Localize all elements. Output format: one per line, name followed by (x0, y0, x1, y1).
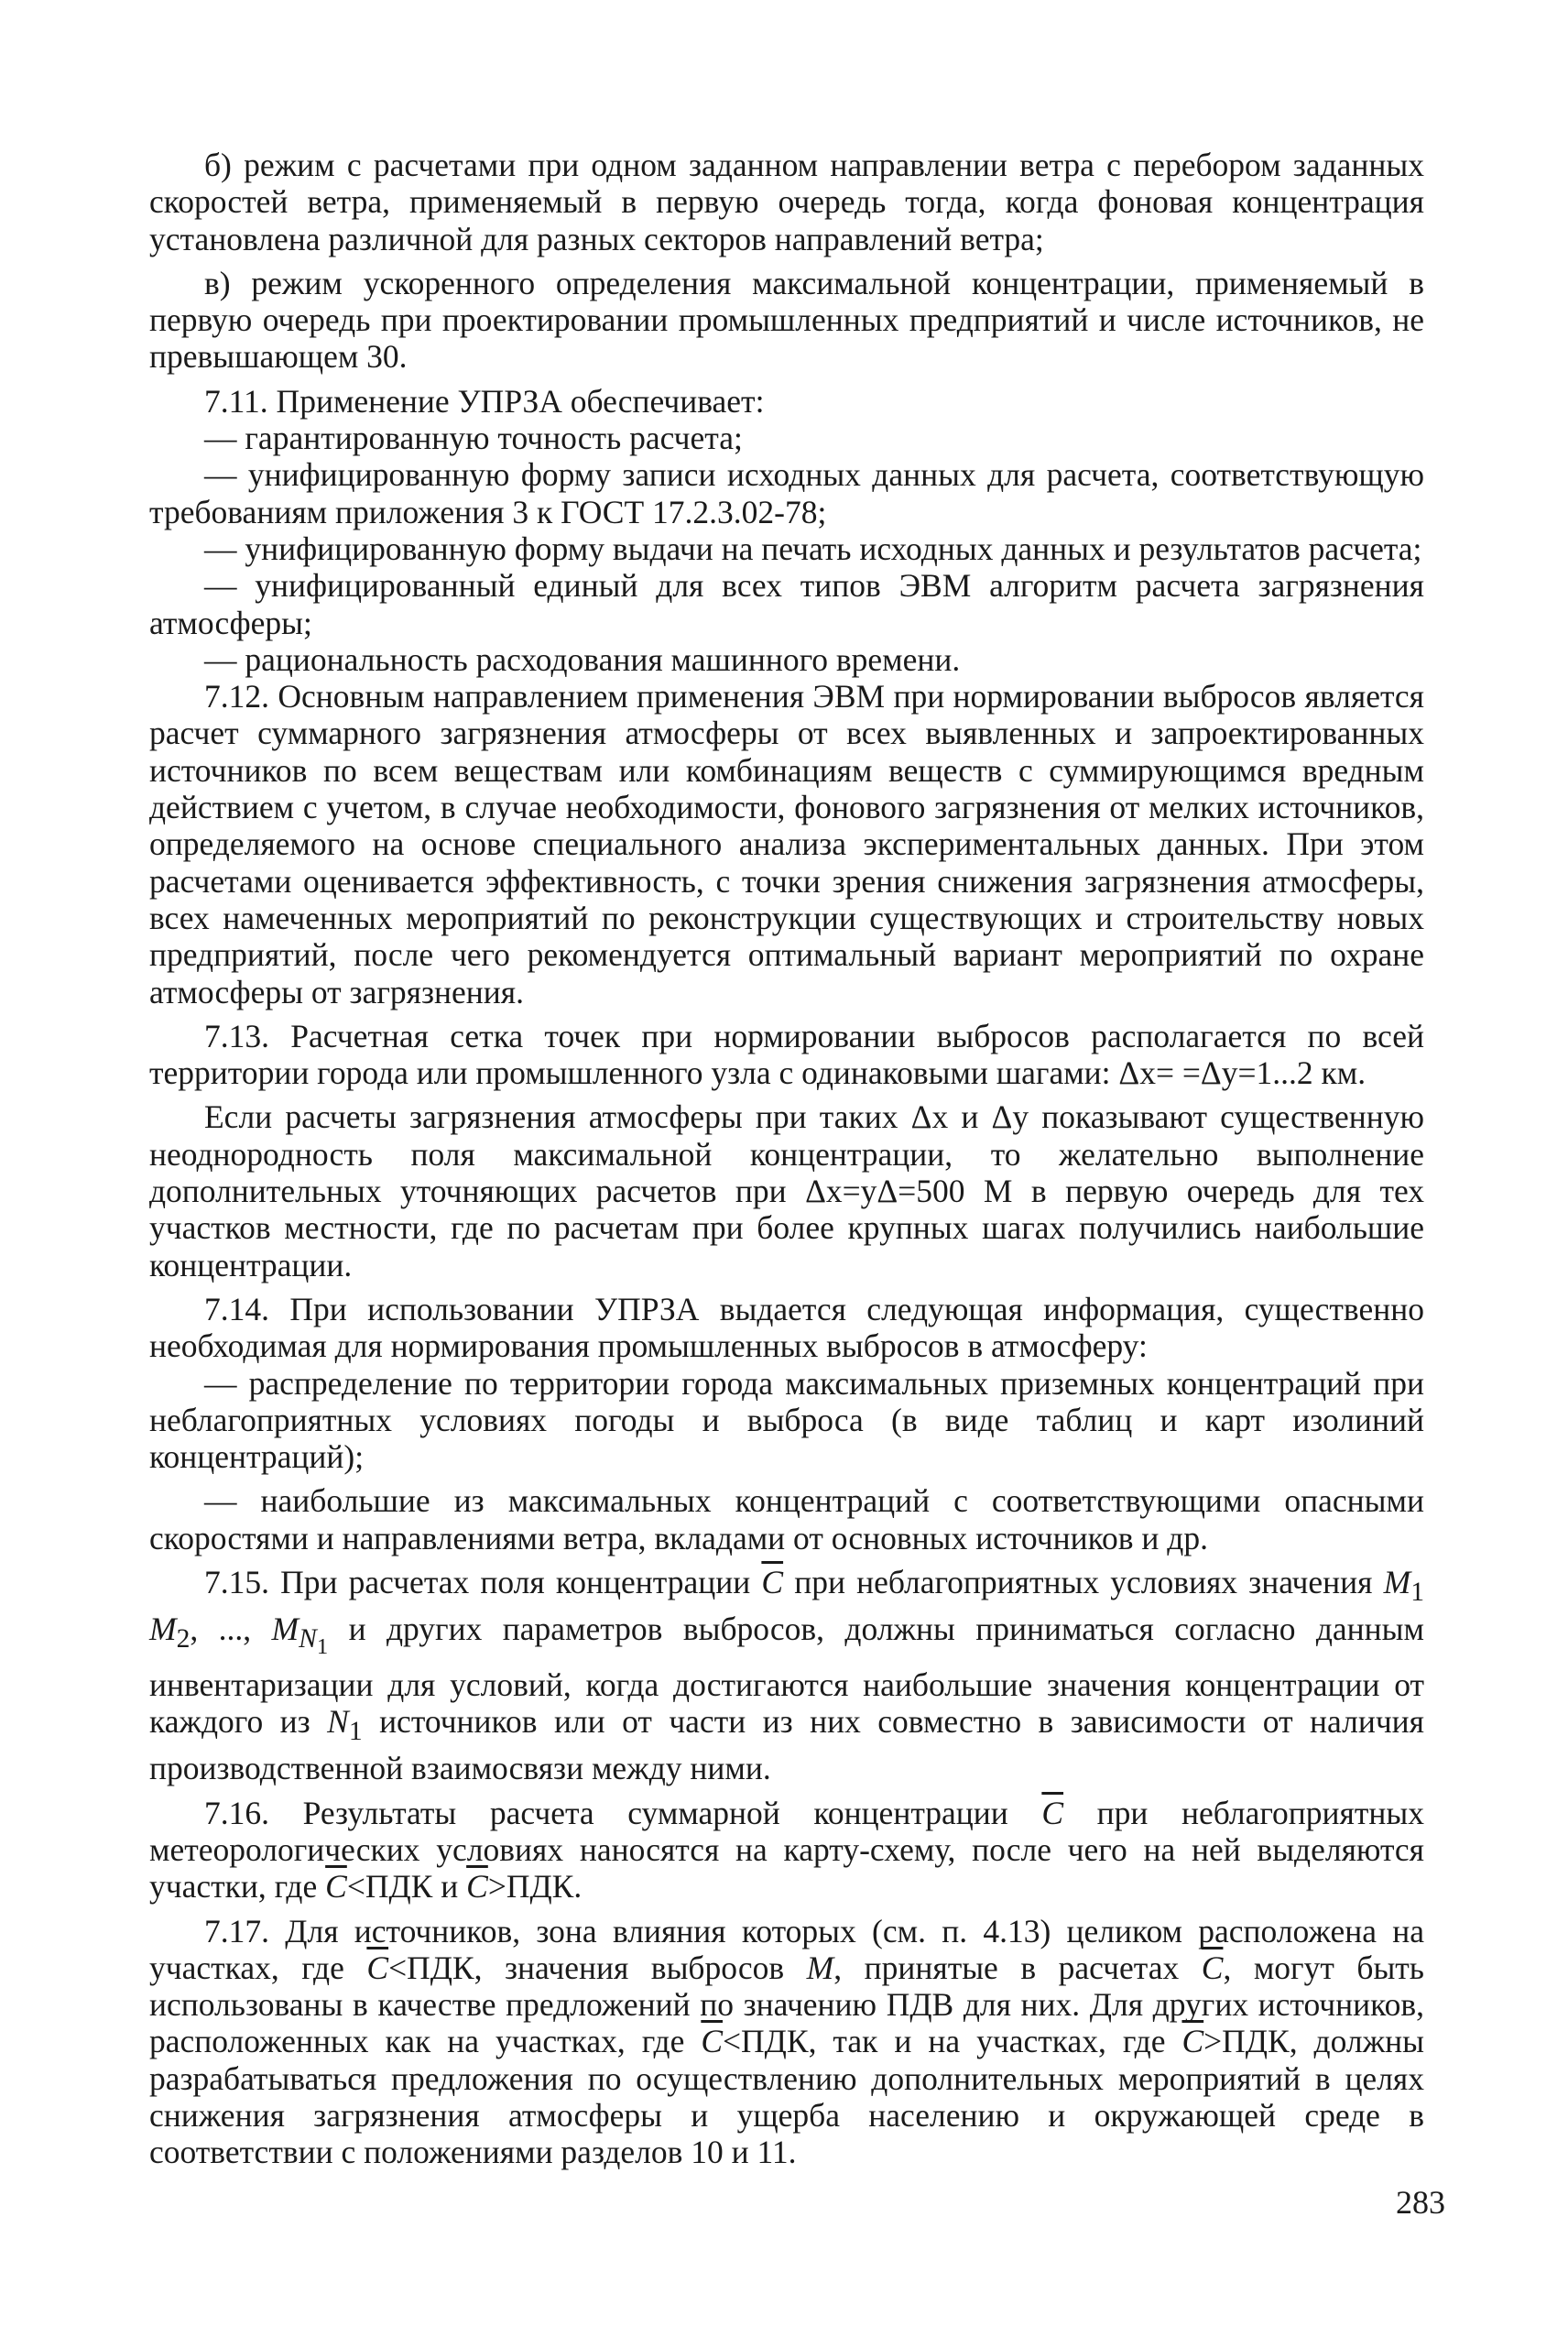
paragraph-7-17: 7.17. Для источников, зона влияния которых (см. п. 4.13) целиком расположена на участках, где $\overline{C}<ПДК$, значения выбросов M, принятые в расчетах $\overline{C}$, могут быть использованы в качестве предложений по значению ПДВ для них. Для других источников, расположенных как на участках, где $\overline{C}<ПДК$, так и на участках, где $\overline{C}>ПДК$, должны разрабатываться предложения по осуществлению дополнительных мероприятий в целях снижения загрязнения атмосферы и ущерба населению и окружающей среде в соответствии с положениями разделов 10 и 11. (149, 1912, 1424, 2171)
paragraph-7-15: 7.15. При расчетах поля концентрации $\overline{C}$ при неблагоприятных условиях значения $M_1$ $M_2$, ..., $M_{N_1}$ и других параметров выбросов, должны приниматься согласно данным инвентаризации для условий, когда достигаются наибольшие значения концентрации от каждого из $N_1$ источников или от части из них совместно в зависимости от наличия производственной взаимосвязи между ними. (149, 1563, 1424, 1787)
list-item: — унифицированную форму выдачи на печать исходных данных и результатов расчета; (204, 530, 1422, 567)
paragraph-7-13-continued: Если расчеты загрязнения атмосферы при таких Δx и Δy показывают существенную неоднородность поля максимальной концентрации, то желательно выполнение дополнительных уточняющих расчетов при Δx=yΔ=500 М в первую очередь для тех участков местности, где по расчетам при более крупных шагах получились наибольшие концентрации. (149, 1098, 1424, 1283)
paragraph-7-13: 7.13. Расчетная сетка точек при нормировании выбросов располагается по всей территории города или промышленного узла с одинаковыми шагами: Δx= =Δy=1...2 км. (149, 1017, 1424, 1092)
list-item: — распределение по территории города максимальных приземных концентраций при неблагоприятных условиях погоды и выброса (в виде таблиц и карт изолиний концентраций); (149, 1364, 1424, 1476)
paragraph-7-11: 7.11. Применение УПРЗА обеспечивает: (204, 382, 765, 420)
paragraph-7-12: 7.12. Основным направлением применения ЭВМ при нормировании выбросов является расчет суммарного загрязнения атмосферы от всех выявленных и запроектированных источников по всем веществам или комбинациям веществ с суммирующимся вредным действием с учетом, в случае необходимости, фонового загрязнения от мелких источников, определяемого на основе специального анализа экспериментальных данных. При этом расчетами оценивается эффективность, с точки зрения снижения загрязнения атмосферы, всех намеченных мероприятий по реконструкции существующих и строительству новых предприятий, после чего рекомендуется оптимальный вариант мероприятий по охране атмосферы от загрязнения. (149, 678, 1424, 1010)
paragraph-7-14: 7.14. При использовании УПРЗА выдается следующая информация, существенно необходимая для нормирования промышленных выбросов в атмосферу: (149, 1290, 1424, 1365)
list-item: — гарантированную точность расчета; (204, 420, 743, 457)
page-number: 283 (1396, 2184, 1445, 2221)
text-column (149, 147, 1424, 2171)
paragraph-mode-v: в) режим ускоренного определения максимальной концентрации, применяемый в первую очередь при проектировании промышленных предприятий и числе источников, не превышающем 30. (149, 264, 1424, 376)
list-item: — наибольшие из максимальных концентраций с соответствующими опасными скоростями и направлениями ветра, вкладами от основных источников и др. (149, 1482, 1424, 1556)
list-item: — унифицированный единый для всех типов ЭВМ алгоритм расчета загрязнения атмосферы; (149, 567, 1424, 641)
list-item: — унифицированную форму записи исходных данных для расчета, соответствующую требованиям приложения 3 к ГОСТ 17.2.3.02-78; (149, 456, 1424, 530)
paragraph-mode-b: б) режим с расчетами при одном заданном направлении ветра с перебором заданных скоростей ветра, применяемый в первую очередь тогда, когда фоновая концентрация установлена различной для разных секторов направлений ветра; (149, 147, 1424, 257)
list-item: — рациональность расходования машинного времени. (204, 640, 961, 678)
paragraph-7-16: 7.16. Результаты расчета суммарной концентрации $\overline{C}$ при неблагоприятных метеорологических условиях наносятся на карту-схему, после чего на ней выделяются участки, где $\overline{C}<ПДК$ и $\overline{C}>ПДК$. (149, 1794, 1424, 1906)
